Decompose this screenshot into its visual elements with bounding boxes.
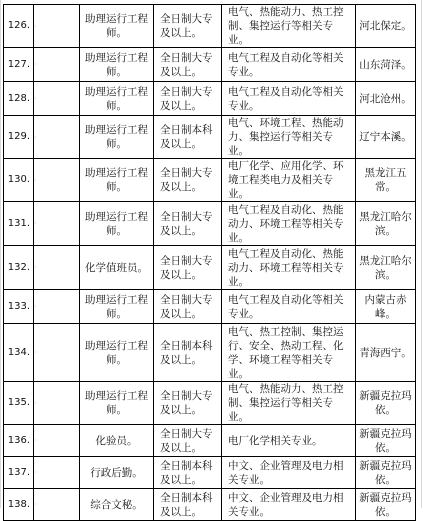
location-cell: 新疆克拉玛依。 (356, 425, 416, 457)
location-cell: 黑龙江哈尔滨。 (356, 246, 416, 290)
paragraph-mark-icon: · (34, 94, 37, 103)
table-body (4, 5, 416, 521)
table-row (4, 5, 416, 48)
paragraph-mark-icon: · (34, 500, 37, 509)
blank-cell (34, 324, 80, 382)
position-cell: 助理运行工程师。 (80, 159, 154, 202)
major-cell: 电气工程及自动化等相关专业。 (222, 290, 356, 324)
blank-cell (34, 290, 80, 324)
education-cell: 全日制本科及以上。 (154, 324, 222, 382)
blank-cell (34, 116, 80, 159)
paragraph-mark-icon: · (34, 348, 37, 357)
paragraph-mark-icon: · (34, 175, 37, 185)
position-cell: 助理运行工程师。 (80, 202, 154, 246)
page-edge-right (421, 0, 422, 508)
paragraph-mark-icon: · (34, 436, 37, 445)
position-cell: 综合文秘。 (80, 489, 154, 521)
location-cell: 青海西宁。 (356, 324, 416, 382)
job-table (3, 4, 416, 521)
table-row (4, 202, 416, 246)
paragraph-mark-icon: · (34, 263, 37, 272)
paragraph-mark-icon: · (34, 219, 37, 228)
location-cell: 辽宁本溪。 (356, 116, 416, 159)
row-number: 132. (4, 246, 34, 290)
major-cell: 电气工程及自动化等相关专业。 (222, 48, 356, 82)
major-cell: 电厂化学相关专业。 (222, 425, 356, 457)
education-cell: 全日制大专及以上。 (154, 5, 222, 48)
education-cell: 全日制大专及以上。 (154, 382, 222, 425)
row-number: 137. (4, 457, 34, 489)
row-number: 127. (4, 48, 34, 82)
location-cell: 新疆克拉玛依。 (356, 457, 416, 489)
major-cell: 中文、企业管理及电力相关专业。 (222, 489, 356, 521)
major-cell: 电气、环境工程、热能动力、集控运行等相关专业。 (222, 116, 356, 159)
education-cell: 全日制大专及以上。 (154, 159, 222, 202)
table-row (4, 425, 416, 457)
blank-cell (34, 48, 80, 82)
location-cell: 山东菏泽。 (356, 48, 416, 82)
major-cell: 电气、热工控制、集控运行、安全、热动工程、化学、环境工程等相关专业。 (222, 324, 356, 382)
row-number: 138. (4, 489, 34, 521)
major-cell: 中文、企业管理及电力相关专业。 (222, 457, 356, 489)
education-cell: 全日制大专及以上。 (154, 290, 222, 324)
blank-cell (34, 382, 80, 425)
education-cell: 全日制本科及以上。 (154, 489, 222, 521)
position-cell: 行政后勤。 (80, 457, 154, 489)
table-row (4, 159, 416, 202)
row-number: 134. (4, 324, 34, 382)
location-cell: 河北保定。 (356, 5, 416, 48)
row-number: 128. (4, 82, 34, 116)
location-cell: 黑龙江哈尔滨。 (356, 202, 416, 246)
table-row (4, 324, 416, 382)
paragraph-mark-icon: · (34, 132, 37, 142)
blank-cell (34, 82, 80, 116)
blank-cell (34, 425, 80, 457)
education-cell: 全日制大专及以上。 (154, 48, 222, 82)
row-number: 126. (4, 5, 34, 48)
row-number: 131. (4, 202, 34, 246)
table-row (4, 82, 416, 116)
table-row (4, 116, 416, 159)
blank-cell (34, 457, 80, 489)
table-row (4, 457, 416, 489)
position-cell: 助理运行工程师。 (80, 324, 154, 382)
major-cell: 电气工程及自动化、热能动力、环境工程等相关专业。 (222, 202, 356, 246)
position-cell: 助理运行工程师。 (80, 48, 154, 82)
education-cell: 全日制大专及以上。 (154, 425, 222, 457)
education-cell: 全日制本科及以上。 (154, 457, 222, 489)
table-row (4, 489, 416, 521)
education-cell: 全日制大专及以上。 (154, 246, 222, 290)
major-cell: 电气工程及自动化、热能动力、环境工程等相关专业。 (222, 246, 356, 290)
row-number: 136. (4, 425, 34, 457)
table-row (4, 48, 416, 82)
paragraph-mark-icon: · (34, 468, 37, 477)
location-cell: 新疆克拉玛依。 (356, 489, 416, 521)
table-row (4, 382, 416, 425)
blank-cell (34, 489, 80, 521)
row-number: 133. (4, 290, 34, 324)
row-number: 130. (4, 159, 34, 202)
blank-cell (34, 202, 80, 246)
row-number: 135. (4, 382, 34, 425)
paragraph-mark-icon: · (34, 21, 37, 31)
major-cell: 电气、热能动力、热工控制、集控运行等相关专业。 (222, 382, 356, 425)
paragraph-mark-icon: · (34, 302, 37, 311)
blank-cell (34, 246, 80, 290)
paragraph-mark-icon: · (34, 60, 37, 69)
blank-cell (34, 159, 80, 202)
education-cell: 全日制本科及以上。 (154, 116, 222, 159)
location-cell: 黑龙江五常。 (356, 159, 416, 202)
location-cell: 新疆克拉玛依。 (356, 382, 416, 425)
table-row (4, 246, 416, 290)
education-cell: 全日制大专及以上。 (154, 202, 222, 246)
major-cell: 电气工程及自动化等相关专业。 (222, 82, 356, 116)
position-cell: 化验员。 (80, 425, 154, 457)
position-cell: 助理运行工程师。 (80, 290, 154, 324)
position-cell: 化学值班员。 (80, 246, 154, 290)
row-number: 129. (4, 116, 34, 159)
position-cell: 助理运行工程师。 (80, 5, 154, 48)
page-edge-left (0, 0, 1, 508)
table-row (4, 290, 416, 324)
position-cell: 助理运行工程师。 (80, 82, 154, 116)
position-cell: 助理运行工程师。 (80, 116, 154, 159)
location-cell: 内蒙古赤峰。 (356, 290, 416, 324)
education-cell: 全日制大专及以上。 (154, 82, 222, 116)
blank-cell (34, 5, 80, 48)
major-cell: 电厂化学、应用化学、环境工程类电力及相关专业。 (222, 159, 356, 202)
location-cell: 河北沧州。 (356, 82, 416, 116)
paragraph-mark-icon: · (34, 398, 37, 408)
major-cell: 电气、热能动力、热工控制、集控运行等相关专业。 (222, 5, 356, 48)
position-cell: 助理运行工程师。 (80, 382, 154, 425)
